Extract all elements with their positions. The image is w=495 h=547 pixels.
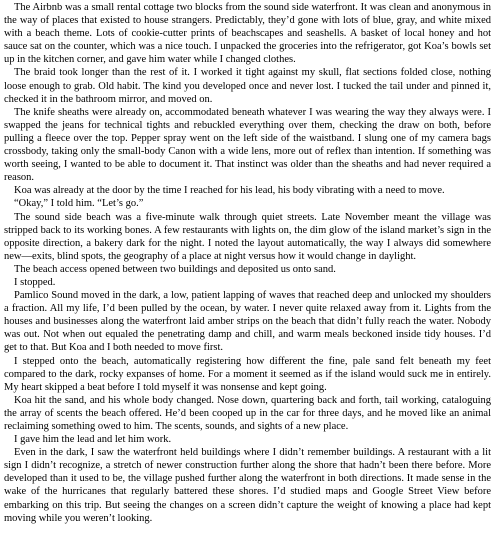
paragraph: Pamlico Sound moved in the dark, a low, patient lapping of waves that reached deep and unlocked my shoulders a fraction. All my life, I’d been pulled by the ocean, by water. I never quite relaxed away from it. Lights from the houses and businesses along the waterfront laid amber strips on the beach that didn’t fully reach the water. Nobody was out. Not when out equaled the penetrating damp and chill, and warm meals beckoned inside tidy houses. I’d get to that. But Koa and I both needed to move first. <box>4 290 491 354</box>
paragraph: Koa hit the sand, and his whole body changed. Nose down, quartering back and forth, tail working, cataloguing the array of scents the beach offered. He’d been cooped up in the car for three days, and he moved like an animal reclaiming something owed to him. The scents, sounds, and sights of a new place. <box>4 394 491 432</box>
paragraph: I stepped onto the beach, automatically registering how different the fine, pale sand felt beneath my feet compared to the dark, rocky expanses of home. For a moment it seemed as if the island would suck me in entirely. My heart skipped a beat before I told myself it was nonsense and kept going. <box>4 355 491 393</box>
paragraph: The knife sheaths were already on, accommodated beneath whatever I was wearing the way they always were. I swapped the jeans for technical tights and rebuckled everything over them, checking the draw on both, before pulling a fleece over the top. Pepper spray went on the left side of the waistband. I slung one of my camera bags crossbody, taking only the small-body Canon with a wide lens, more out of reflex than intention. If something was worth seeing, I wanted to be able to document it. That instinct was older than the sheaths and had never required a reason. <box>4 106 491 184</box>
paragraph: I gave him the lead and let him work. <box>14 434 172 446</box>
paragraph: Koa was already at the door by the time I reached for his lead, his body vibrating with a need to move. <box>14 185 445 197</box>
paragraph: The beach access opened between two buildings and deposited us onto sand. <box>14 263 336 275</box>
paragraph: The sound side beach was a five-minute walk through quiet streets. Late November meant the village was stripped back to its working bones. A few restaurants with lights on, the dim glow of the island market’s sign in the opposite direction, a bakery dark for the night. I noted the layout automatically, the way I always did somewhere new—exits, blind spots, the geography of a place at night versus how it would change in daylight. <box>4 211 491 262</box>
paragraph: I stopped. <box>14 276 56 288</box>
paragraph: The braid took longer than the rest of it. I worked it tight against my skull, flat sections folded close, nothing loose enough to grab. Old habit. The kind you developed once and never lost. I tucked the tail under and pinned it, checked it in the bathroom mirror, and moved on. <box>4 67 491 105</box>
paragraph: Even in the dark, I saw the waterfront held buildings where I didn’t remember buildings. A restaurant with a lit sign I didn’t recognize, a stretch of newer construction further along the shore that hadn’t been there before. More developed than it used to be, the village pushed further along the waterfront in both directions. It made sense in the wake of the hurricanes that regularly battered these shores. I’d studied maps and Google Street View before embarking on this trip. But seeing the changes on a screen didn’t capture the weight of knowing a place had kept moving while you weren’t looking. <box>4 447 491 524</box>
paragraph: “Okay,” I told him. “Let’s go.” <box>14 198 144 210</box>
paragraph: The Airbnb was a small rental cottage two blocks from the sound side waterfront. It was clean and anonymous in the way of places that existed to house strangers. Predictably, they’d gone with lots of blue, gray, and white mixed with a beach theme. Lots of cookie-cutter prints of beachscapes and seashells. A basket of local honey and hot sauce sat on the counter, which was a nice touch. I unpacked the groceries into the refrigerator, got Koa’s bowls set up in the kitchen corner, and gave him water while I changed clothes. <box>4 2 491 66</box>
